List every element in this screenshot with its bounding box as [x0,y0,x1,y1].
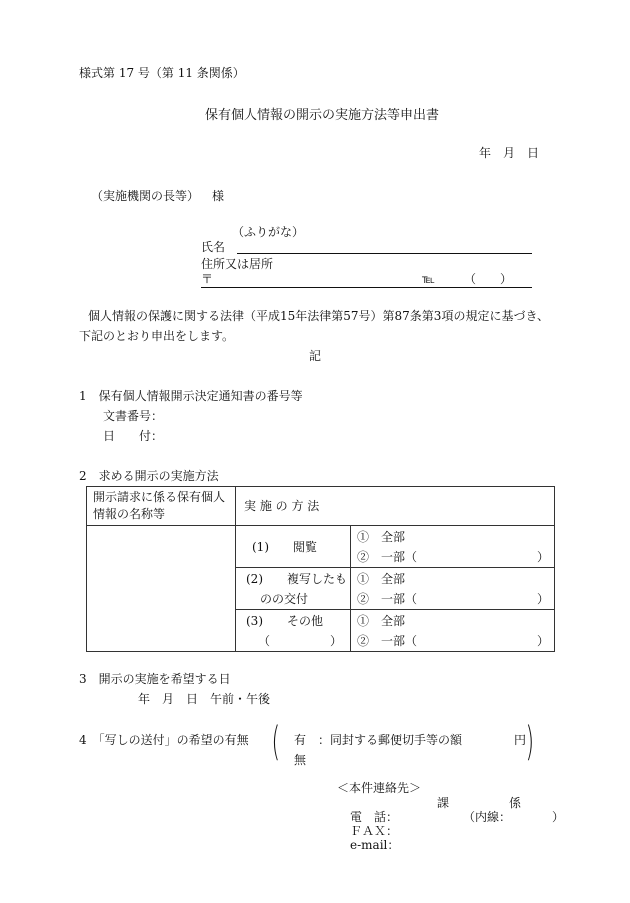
contact-fax: ＦＡＸ： [350,824,399,838]
table-row [87,526,555,568]
method-table [86,486,555,652]
date-year: 年 [479,146,492,160]
method-viewing: (1) 閲覧 [236,526,351,568]
body-line-1: 個人情報の保護に関する法律（平成15年法律第57号）第87条第3項の規定に基づき、 [88,309,549,323]
left-bracket: ( [271,719,281,765]
tel-label: ℡ [422,272,435,286]
option-cell: ① 全部 ② 一部（ ） [351,568,555,610]
doc-number-label: 文書番号： [103,409,164,423]
option-all[interactable]: ① 全部 [357,530,406,544]
section-1-heading: 1 保有個人情報開示決定通知書の番号等 [79,389,303,403]
section-4-heading: 4 「写しの送付」の希望の有無 [79,733,249,747]
option-all[interactable]: ① 全部 [357,614,406,628]
contact-section: 課 [437,796,450,810]
contact-email: e-mail： [350,838,400,852]
furigana-label: （ふりがな） [232,225,305,239]
option-all[interactable]: ① 全部 [357,572,406,586]
section-3-heading: 3 開示の実施を希望する日 [79,672,231,686]
postal-mark: 〒 [201,272,214,286]
option-partial[interactable]: ② 一部（ [357,550,418,564]
section-2-heading: 2 求める開示の実施方法 [79,469,219,483]
document-title: 保有個人情報の開示の実施方法等申出書 [205,108,440,123]
name-label: 氏名 [201,240,226,254]
right-bracket: ) [525,719,535,765]
form-id: 様式第 17 号（第 11 条関係） [79,66,245,80]
option-partial[interactable]: ② 一部（ [357,592,418,606]
option-cell: ① 全部 ② 一部（ ） [351,610,555,652]
info-name-cell[interactable] [87,526,236,652]
option-cell: ① 全部 ② 一部（ ） [351,526,555,568]
date-day: 日 [527,146,540,160]
desired-date-line[interactable]: 年 月 日 午前・午後 [138,692,271,706]
method-copy-delivery: (2) 複写したも のの交付 [236,568,351,610]
body-line-2: 下記のとおり申出をします。 [79,329,235,343]
method-header: 実 施 の 方 法 [236,487,555,526]
contact-phone: 電 話： [350,810,399,824]
yen-unit: 円 [514,733,527,747]
contact-title: ＜本件連絡先＞ [337,781,422,795]
name-underline[interactable] [237,253,532,254]
contact-extension: （内線： [463,810,512,824]
method-other: (3) その他 （ ） [236,610,351,652]
contact-extension-close: ） [552,810,565,824]
recipient-name: （実施機関の長等） [91,189,200,203]
send-copy-no[interactable]: 無 [294,753,307,767]
option-partial[interactable]: ② 一部（ [357,634,418,648]
info-name-header: 開示請求に係る保有個人 情報の名称等 [87,487,236,526]
address-label: 住所又は居所 [201,257,274,271]
doc-date-label: 日 付： [103,429,164,443]
date-month: 月 [503,146,516,160]
contact-person: 係 [509,796,522,810]
send-copy-yes[interactable]: 有 ：同封する郵便切手等の額 [294,733,463,747]
recipient-honorific: 様 [212,189,225,203]
tel-area-paren: （ ） [464,272,513,286]
address-underline[interactable] [201,287,532,288]
ki-mark: 記 [309,349,322,363]
